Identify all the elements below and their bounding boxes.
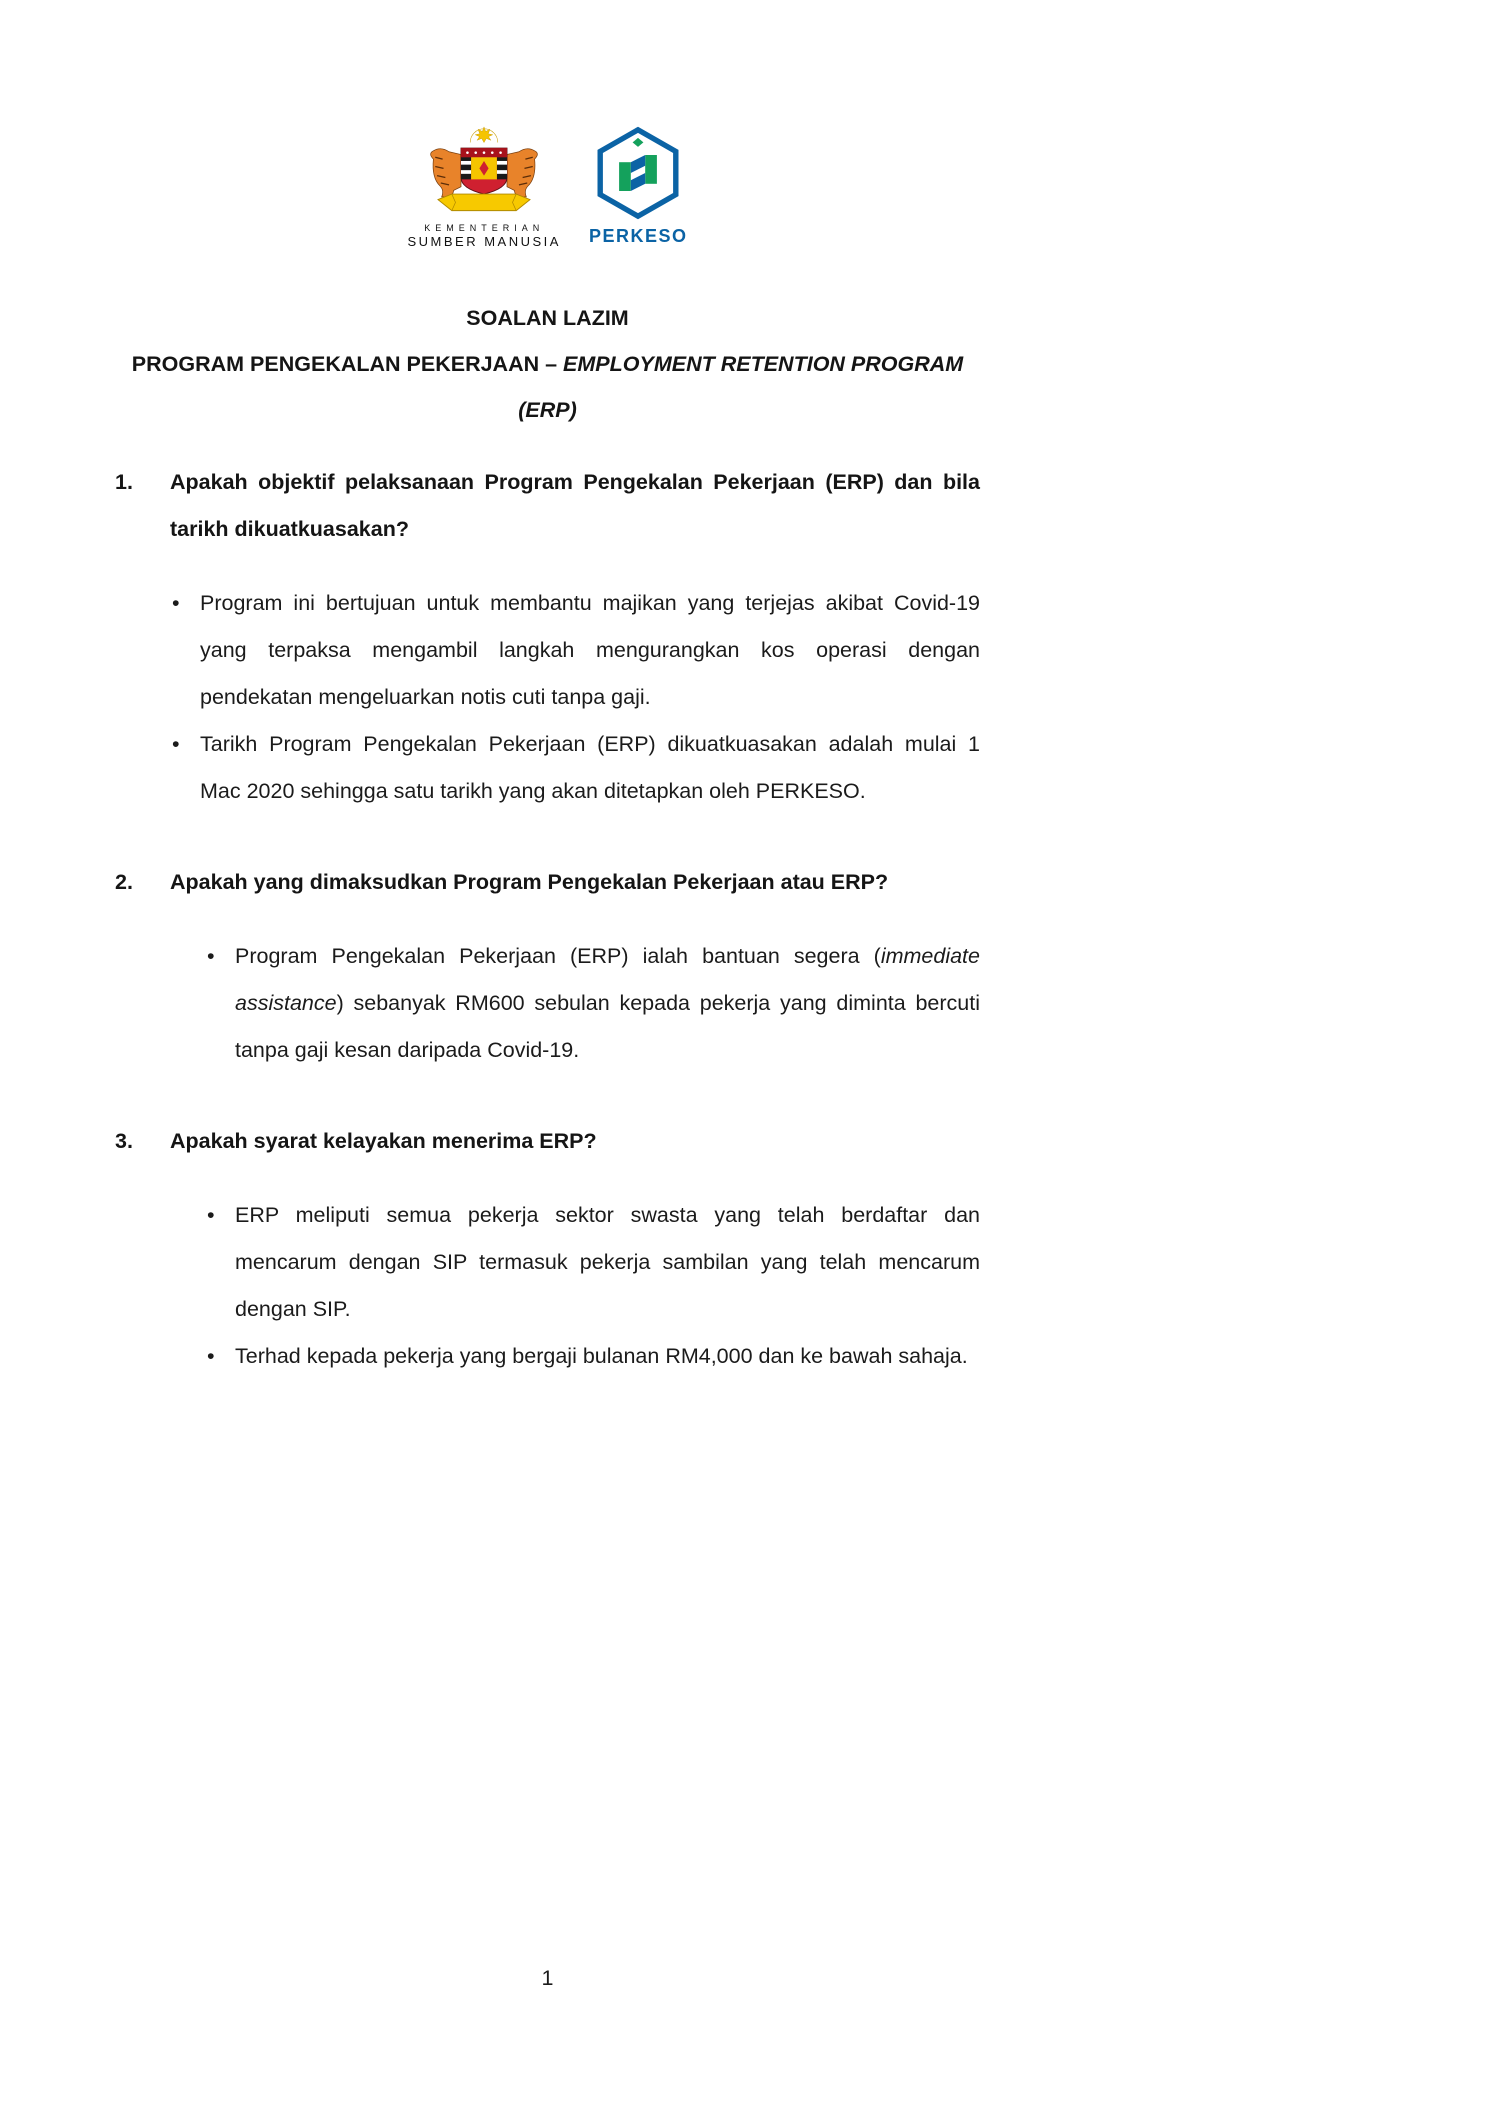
page-number: 1	[541, 1966, 554, 1990]
faq-question-item	[115, 459, 980, 815]
question-number: 3.	[115, 1129, 133, 1153]
title-line-3: (ERP)	[518, 398, 577, 422]
question-number: 2.	[115, 870, 133, 894]
answer-bullet: • Tarikh Program Pengekalan Pekerjaan (ERP) dikuatkuasakan adalah mulai 1 Mac 2020 sehingga satu tarikh yang akan ditetapkan oleh PERKESO.	[170, 721, 980, 815]
perkeso-logo-block	[589, 126, 688, 247]
question-heading	[115, 1118, 980, 1165]
ministry-caption-line2: SUMBER MANUSIA	[407, 234, 561, 249]
faq-list	[115, 459, 980, 1380]
tiger-right	[507, 149, 537, 197]
answer-bullet-list	[205, 1192, 980, 1380]
perkeso-wordmark: PERKESO	[588, 226, 688, 246]
title-line-2: PROGRAM PENGEKALAN PEKERJAAN – EMPLOYMENT RETENTION PROGRAM	[131, 352, 964, 376]
question-heading	[115, 859, 980, 906]
banner	[438, 194, 530, 211]
answer-bullet-list	[170, 580, 980, 815]
question-number: 1.	[115, 470, 133, 494]
faq-question-item	[115, 1118, 980, 1380]
document-content	[115, 0, 980, 1380]
ministry-caption-line1: KEMENTERIAN	[424, 223, 545, 233]
answer-bullet: • ERP meliputi semua pekerja sektor swasta yang telah berdaftar dan mencarum dengan SIP termasuk pekerja sambilan yang telah mencarum dengan SIP.	[205, 1192, 980, 1333]
question-text: Apakah yang dimaksudkan Program Pengekalan Pekerjaan atau ERP?	[170, 870, 889, 894]
malaysia-coat-of-arms-icon	[424, 126, 544, 218]
tiger-left	[431, 149, 461, 197]
answer-bullet: • Program Pengekalan Pekerjaan (ERP) ialah bantuan segera (immediate assistance) sebanyak RM600 sebulan kepada pekerja yang diminta bercuti tanpa gaji kesan daripada Covid-19.	[205, 933, 980, 1074]
question-text: Apakah syarat kelayakan menerima ERP?	[170, 1129, 597, 1153]
answer-bullet: • Terhad kepada pekerja yang bergaji bulanan RM4,000 dan ke bawah sahaja.	[205, 1333, 980, 1380]
answer-bullet-list	[205, 933, 980, 1074]
faq-question-item	[115, 859, 980, 1074]
shield	[461, 148, 507, 194]
answer-bullet: • Program ini bertujuan untuk membantu majikan yang terjejas akibat Covid-19 yang terpaksa mengambil langkah mengurangkan kos operasi dengan pendekatan mengeluarkan notis cuti tanpa gaji.	[170, 580, 980, 721]
ministry-logo-block	[408, 126, 561, 249]
perkeso-logo-icon	[593, 126, 683, 220]
document-title	[115, 295, 980, 433]
title-line-1: SOALAN LAZIM	[466, 306, 629, 330]
question-text: Apakah objektif pelaksanaan Program Pengekalan Pekerjaan (ERP) dan bila tarikh dikuatkuasakan?	[170, 470, 980, 541]
header-logos	[115, 126, 980, 249]
question-heading	[115, 459, 980, 553]
